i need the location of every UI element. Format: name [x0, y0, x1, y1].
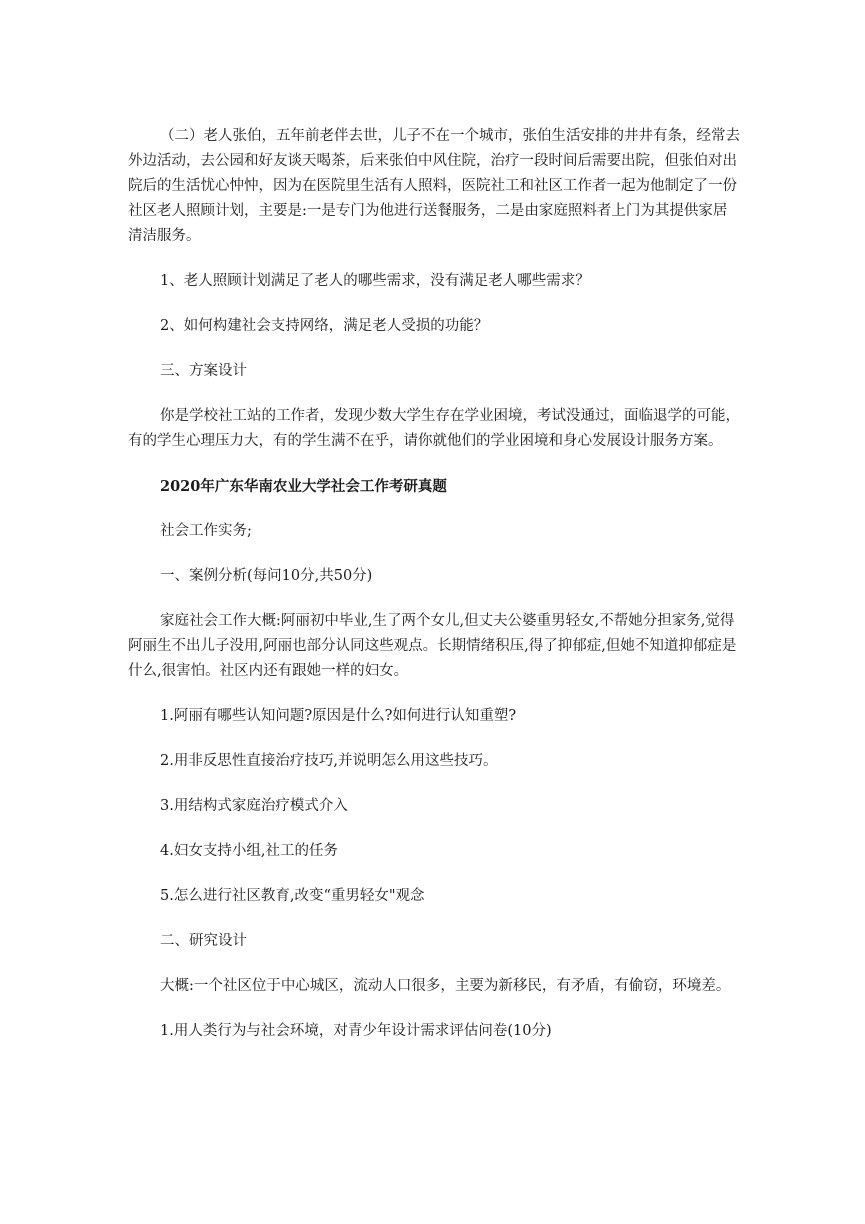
family-case-paragraph: 家庭社会工作大概:阿丽初中毕业,生了两个女儿,但丈夫公婆重男轻女,不帮她分担家务,觉得阿丽生不出儿子没用,阿丽也部分认同这些观点。长期情绪积压,得了抑郁症,但她不知道抑郁症是什么,很害怕。社区内还有跟她一样的妇女。: [128, 613, 737, 679]
document-body: [128, 124, 740, 1064]
case-paragraph: （二）老人张伯，五年前老伴去世，儿子不在一个城市，张伯生活安排的井井有条，经常去外边活动，去公园和好友谈天喝茶，后来张伯中风住院，治疗一段时间后需要出院，但张伯对出院后的生活忧心忡忡，因为在医院里生活有人照料，医院社工和社区工作者一起为他制定了一份社区老人照顾计划，主要是:一是专门为他进行送餐服务，二是由家庭照料者上门为其提供家居清洁服务。: [128, 128, 740, 244]
family-question-5: 5.怎么进行社区教育,改变“重男轻女"观念: [160, 888, 425, 904]
family-question-1: 1.阿丽有哪些认知问题?原因是什么?如何进行认知重塑?: [160, 708, 517, 724]
exam-title: 2020年广东华南农业大学社会工作考研真题: [160, 478, 447, 495]
family-question-2: 2.用非反思性直接治疗技巧,并说明怎么用这些技巧。: [160, 753, 498, 769]
family-question-4: 4.妇女支持小组,社工的任务: [160, 843, 338, 859]
research-question-1: 1.用人类行为与社会环境，对青少年设计需求评估问卷(10分): [160, 1023, 552, 1039]
section-heading-research-design: 二、研究设计: [160, 933, 247, 949]
scheme-paragraph: 你是学校社工站的工作者，发现少数大学生存在学业困境，考试没通过，面临退学的可能，有的学生心理压力大，有的学生满不在乎，请你就他们的学业困境和身心发展设计服务方案。: [128, 408, 740, 449]
research-paragraph: 大概:一个社区位于中心城区，流动人口很多，主要为新移民，有矛盾，有偷窃，环境差。: [160, 978, 731, 994]
question-1: 1、老人照顾计划满足了老人的哪些需求，没有满足老人哪些需求？: [160, 273, 590, 289]
section-heading-case-analysis: 一、案例分析(每问10分,共50分): [160, 568, 373, 584]
subject-label: 社会工作实务;: [160, 523, 252, 539]
question-2: 2、如何构建社会支持网络，满足老人受损的功能？: [160, 318, 489, 334]
section-heading-scheme-design: 三、方案设计: [160, 363, 247, 379]
family-question-3: 3.用结构式家庭治疗模式介入: [160, 798, 348, 814]
